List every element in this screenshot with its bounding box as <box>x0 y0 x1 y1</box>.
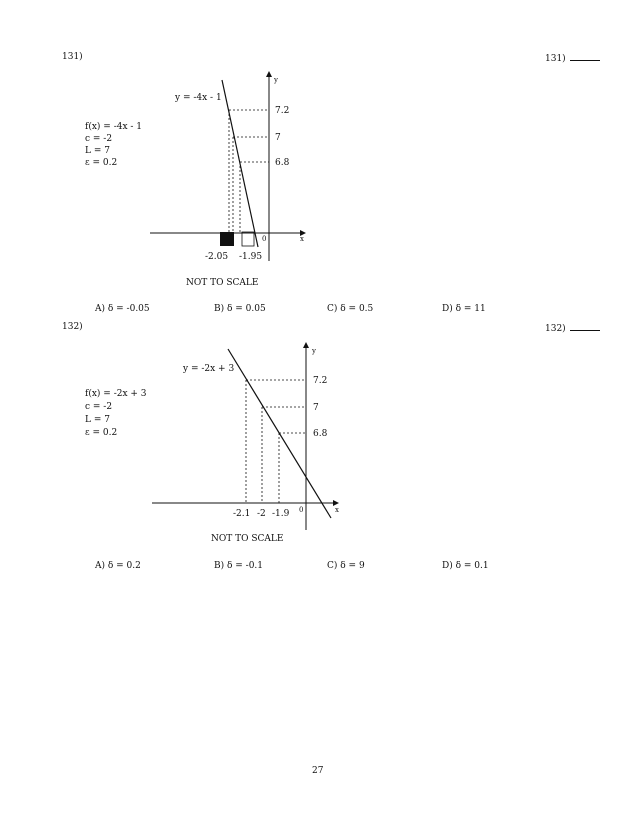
x-tick-mid-132: -2 <box>257 509 266 519</box>
given-132-line-3: L = 7 <box>85 415 110 425</box>
choice-c-132[interactable]: C) δ = 9 <box>327 561 365 571</box>
y-axis-label-132: y <box>312 347 316 355</box>
given-131-line-3: L = 7 <box>85 146 110 156</box>
problem-132-right-number: 132) <box>545 324 566 334</box>
x-tick-right-131: -1.95 <box>239 252 263 262</box>
x-axis-label-131: x <box>300 235 304 243</box>
x-axis-label-132: x <box>335 506 339 514</box>
x-tick-left-132: -2.1 <box>233 509 251 519</box>
problem-131-right-number: 131) <box>545 54 566 64</box>
choice-d-131[interactable]: D) δ = 11 <box>442 304 486 314</box>
x-tick-left-131: -2.05 <box>205 252 229 262</box>
problem-131-number: 131) <box>62 52 83 62</box>
choice-c-131[interactable]: C) δ = 0.5 <box>327 304 374 314</box>
y-axis-arrow-132 <box>303 342 309 348</box>
y-tick-6.8-132: 6.8 <box>313 429 328 439</box>
given-132-line-2: c = -2 <box>85 402 113 412</box>
y-tick-7.2-132: 7.2 <box>313 376 328 386</box>
choice-a-131[interactable]: A) δ = -0.05 <box>95 304 150 314</box>
y-tick-7.2-131: 7.2 <box>275 106 290 116</box>
choice-a-132[interactable]: A) δ = 0.2 <box>95 561 141 571</box>
problem-132-number: 132) <box>62 322 83 332</box>
given-131-line-1: f(x) = -4x - 1 <box>85 122 143 132</box>
origin-label-131: 0 <box>262 235 267 243</box>
not-to-scale-132: NOT TO SCALE <box>211 534 284 544</box>
origin-label-132: 0 <box>299 506 304 514</box>
given-131-line-2: c = -2 <box>85 134 113 144</box>
y-axis-label-131: y <box>274 76 278 84</box>
choice-b-132[interactable]: B) δ = -0.1 <box>214 561 264 571</box>
choice-d-132[interactable]: D) δ = 0.1 <box>442 561 489 571</box>
choice-b-131[interactable]: B) δ = 0.05 <box>214 304 266 314</box>
given-131-line-4: ε = 0.2 <box>85 158 118 168</box>
equation-label-132: y = -2x + 3 <box>183 364 235 374</box>
y-tick-6.8-131: 6.8 <box>275 158 290 168</box>
page-number: 27 <box>312 766 324 776</box>
given-132-line-4: ε = 0.2 <box>85 428 118 438</box>
y-tick-7-132: 7 <box>313 403 319 413</box>
y-tick-7-131: 7 <box>275 133 281 143</box>
equation-label-131: y = -4x - 1 <box>175 93 222 103</box>
given-132-line-1: f(x) = -2x + 3 <box>85 389 147 399</box>
not-to-scale-131: NOT TO SCALE <box>186 278 259 288</box>
x-tick-right-132: -1.9 <box>272 509 290 519</box>
